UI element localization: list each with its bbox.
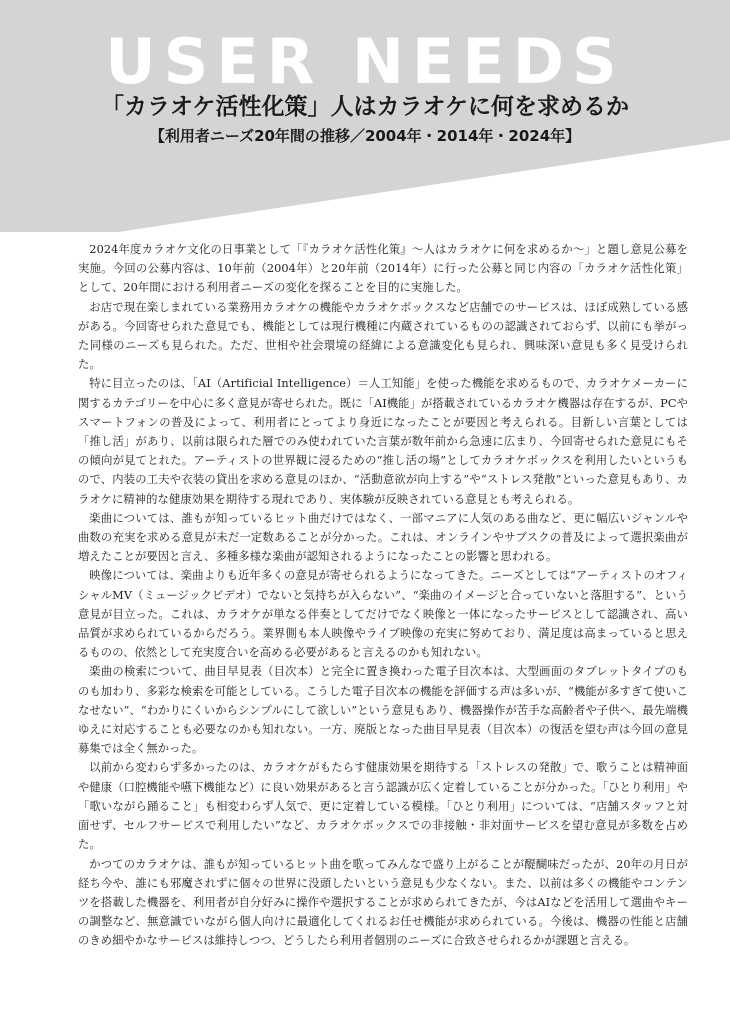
paragraph: 以前から変わらず多かったのは、カラオケがもたらす健康効果を期待する「ストレスの発散」で、歌うことは精神面や健康（口腔機能や嚥下機能など）に良い効果があると言う認識が広く定着していることが分かった。「ひとり利用」や「歌いながら踊ること」も相変わらず人気で、更に定着している模様。「ひとり利用」については、“店舗スタッフと対面せず、セルフサービスで利用したい”など、カラオケボックスでの非接触・非対面サービスを望む意見が多数を占めた。 [78,761,688,852]
paragraph: 楽曲については、誰もが知っているヒット曲だけではなく、一部マニアに人気のある曲など、更に幅広いジャンルや曲数の充実を求める意見が未だ一定数あることが分かった。これは、オンラインやサブスクの普及によって選択楽曲が増えたことが要因と言え、多種多様な楽曲が認知されるようになったことの影響と思われる。 [78,511,688,564]
article-subtitle: 【利用者ニーズ20年間の推移／2004年・2014年・2024年】 [149,127,581,145]
article-body [78,240,688,951]
article-title: 「カラオケ活性化策」人はカラオケに何を求めるか [100,94,630,120]
paragraph: お店で現在楽しまれている業務用カラオケの機能やカラオケボックスなど店舗でのサービスは、ほぼ成熟している感がある。今回寄せられた意見でも、機能としては現行機種に内蔵されているものの認識されておらず、以前にも挙がった同様のニーズも見られた。ただ、世相や社会環境の経緯による意識変化も見られ、興味深い意見も多く見受けられた。 [78,300,688,372]
paragraph: 映像については、楽曲よりも近年多くの意見が寄せられるようになってきた。ニーズとしては“アーティストのオフィシャルMV（ミュージックビデオ）でないと気持ちが入らない”、“楽曲のイメージと合っていないと落胆する”、という意見が目立った。これは、カラオケが単なる伴奏としてだけでなく映像と一体になったサービスとして認識され、高い品質が求められているからだろう。業界側も本人映像やライブ映像の充実に努めており、満足度は高まっていると思えるものの、依然として充実度合いを高める必要があると言えるのかも知れない。 [78,569,688,660]
paragraph: 楽曲の検索について、曲目早見表（目次本）と完全に置き換わった電子目次本は、大型画面のタブレットタイプのものも加わり、多彩な検索を可能としている。こうした電子目次本の機能を評価する声は多いが、“機能が多すぎて使いこなせない”、“わかりにくいからシンプルにして欲しい”という意見もあり、機器操作が苦手な高齢者や子供へ、最先端機ゆえに対応することも必要なのかも知れない。一方、廃版となった曲目早見表（目次本）の復活を望む声は今回の意見募集では全く無かった。 [78,665,688,756]
paragraph: 2024年度カラオケ文化の日事業として「『カラオケ活性化策』～人はカラオケに何を求めるか～」と題し意見公募を実施。今回の公募内容は、10年前（2004年）と20年前（2014年）に行った公募と同じ内容の「カラオケ活性化策」として、20年間における利用者ニーズの変化を探ることを目的に実施した。 [78,243,688,295]
paragraph: 特に目立ったのは、「AI（Artificial Intelligence）＝人工知能」を使った機能を求めるもので、カラオケメーカーに関するカテゴリーを中心に多く意見が寄せられた。既に「AI機能」が搭載されているカラオケ機器は存在するが、PCやスマートフォンの普及によって、利用者にとってより身近になったことが要因と考えられる。目新しい言葉としては「推し活」があり、以前は限られた層でのみ使われていた言葉が数年前から急速に広まり、今回寄せられた意見にもその傾向が見てとれた。アーティストの世界観に浸るための“推し活の場”としてカラオケボックスを利用したいというもので、内装の工夫や衣装の貸出を求める意見のほか、“活動意欲が向上する”や“ストレス発散”といった意見もあり、カラオケに精神的な健康効果を期待する現れであり、実体験が反映されている意見とも考えられる。 [78,377,688,506]
paragraph: かつてのカラオケは、誰もが知っているヒット曲を歌ってみんなで盛り上がることが醍醐味だったが、20年の月日が経ち今や、誰にも邪魔されずに個々の世界に没頭したいという意見も少なくない。また、以前は多くの機能やコンテンツを搭載した機器を、利用者が自分好みに操作や選択することが求められてきたが、今はAIなどを活用して選曲やキーの調整など、無意識でいながら個人向けに最適化してくれるお任せ機能が求められている。今後は、機器の性能と店舗のきめ細やかなサービスは維持しつつ、どうしたら利用者個別のニーズに合致させられるかが課題と言える。 [78,857,688,948]
section-label: USER NEEDS [105,25,625,98]
